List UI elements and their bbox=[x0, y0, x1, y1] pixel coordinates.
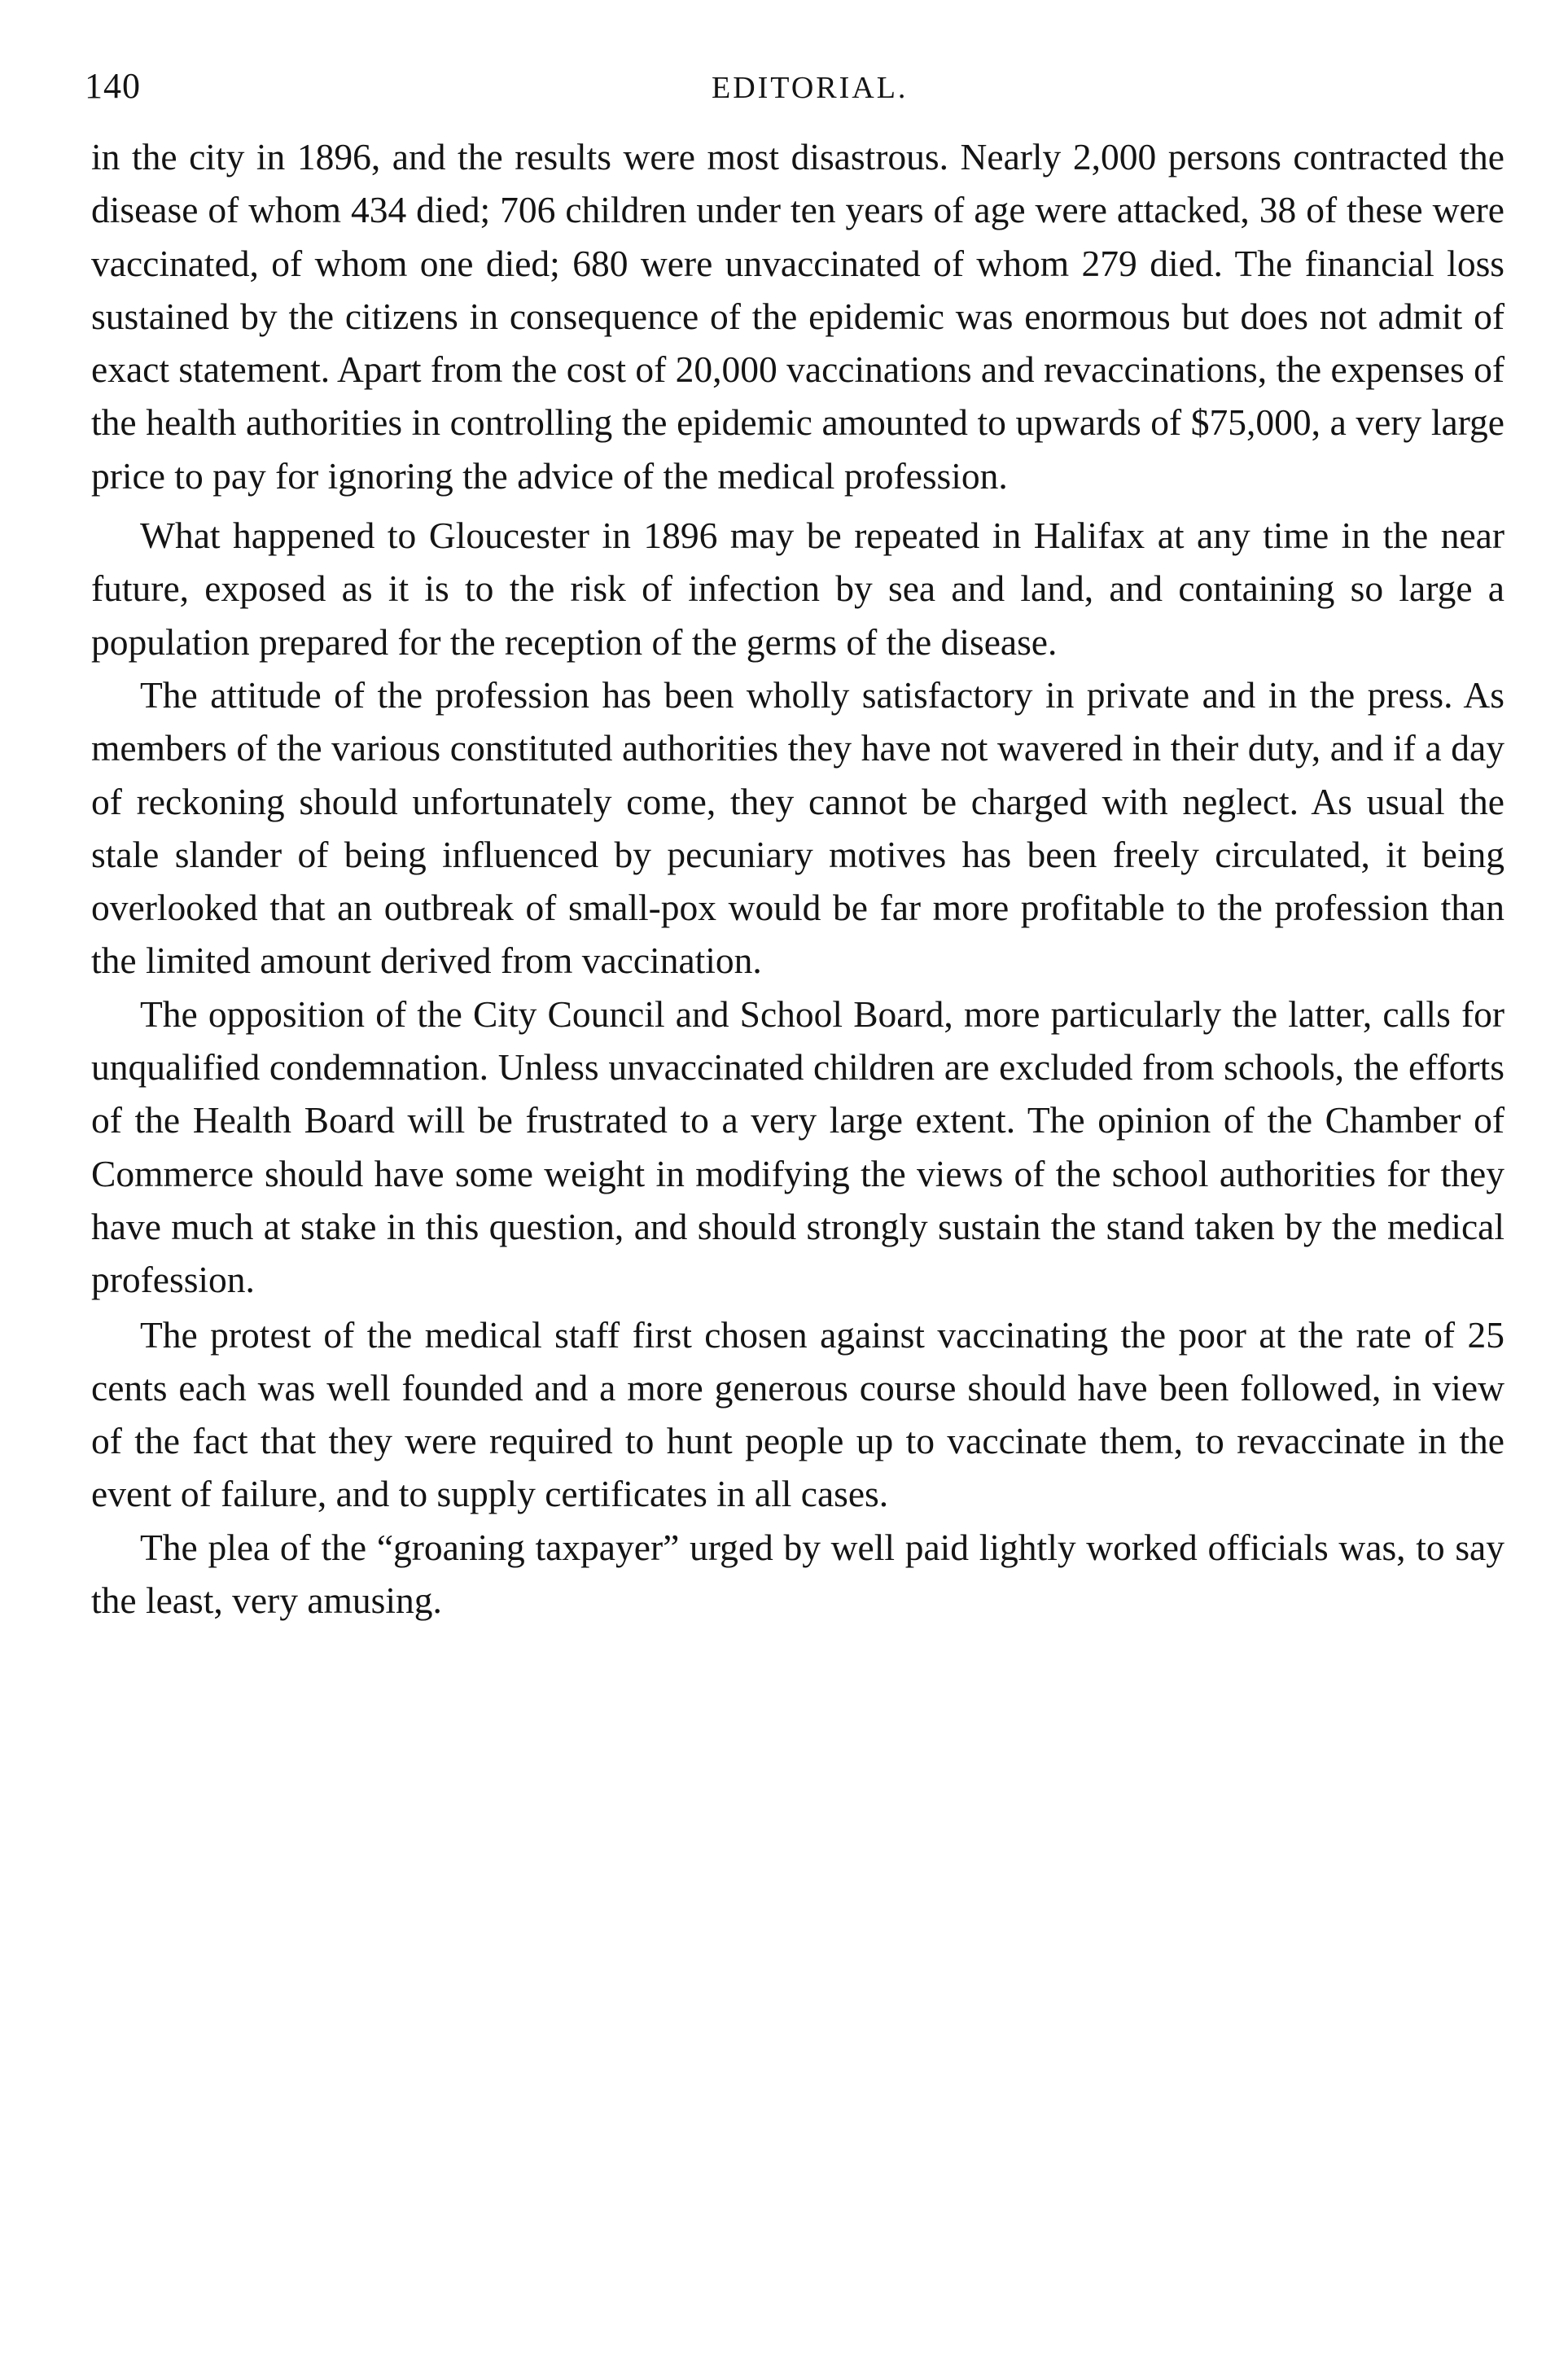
page-number: 140 bbox=[85, 66, 141, 106]
paragraph-4: The opposition of the City Council and School Board, more particularly the latter, calls for unqualified condemnation. Unless unvaccinated children are excluded from schools, the efforts of the Health Board will be frustrated to a very large extent. The opinion of the Chamber of Commerce should have some weight in modifying the views of the school authorities for they have much at stake in this question, and should strongly sustain the stand taken by the medical profession. bbox=[91, 992, 1504, 1301]
paragraph-5: The protest of the medical staff first chosen against vaccinating the poor at the rate of 25 cents each was well founded and a more generous course should have been followed, in view of the fact that they were required to hunt people up to vaccinate them, to revaccinate in the event of failure, and to supply certificates in all cases. bbox=[91, 1313, 1504, 1515]
paragraph-1: in the city in 1896, and the results were most disastrous. Nearly 2,000 persons contracted the disease of whom 434 died; 706 children under ten years of age were attacked, 38 of these were vaccinated, of whom one died; 680 were unvaccinated of whom 279 died. The financial loss sustained by the citizens in consequence of the epidemic was enormous but does not admit of exact statement. Apart from the cost of 20,000 vaccinations and revaccinations, the expenses of the health authorities in controlling the epidemic amounted to upwards of $75,000, a very large price to pay for ignoring the advice of the medical profession. bbox=[91, 136, 1504, 497]
body-text bbox=[91, 130, 1504, 1627]
running-head: EDITORIAL. bbox=[712, 71, 909, 105]
paragraph-3: The attitude of the profession has been wholly satisfactory in private and in the press. As members of the various constituted authorities they have not wavered in their duty, and if a day of reckoning should unfortunately come, they cannot be charged with neglect. As usual the stale slander of being influenced by pecuniary motives has been freely circulated, it being overlooked that an outbreak of small-pox would be far more profitable to the profession than the limited amount derived from vaccination. bbox=[91, 673, 1504, 982]
paragraph-6: The plea of the “groaning taxpayer” urged by well paid lightly worked officials was, to say the least, very amusing. bbox=[91, 1526, 1504, 1622]
page-header bbox=[85, 65, 1518, 122]
paragraph-2: What happened to Gloucester in 1896 may be repeated in Halifax at any time in the near future, exposed as it is to the risk of infection by sea and land, and containing so large a population prepared for the reception of the germs of the disease. bbox=[91, 515, 1504, 663]
